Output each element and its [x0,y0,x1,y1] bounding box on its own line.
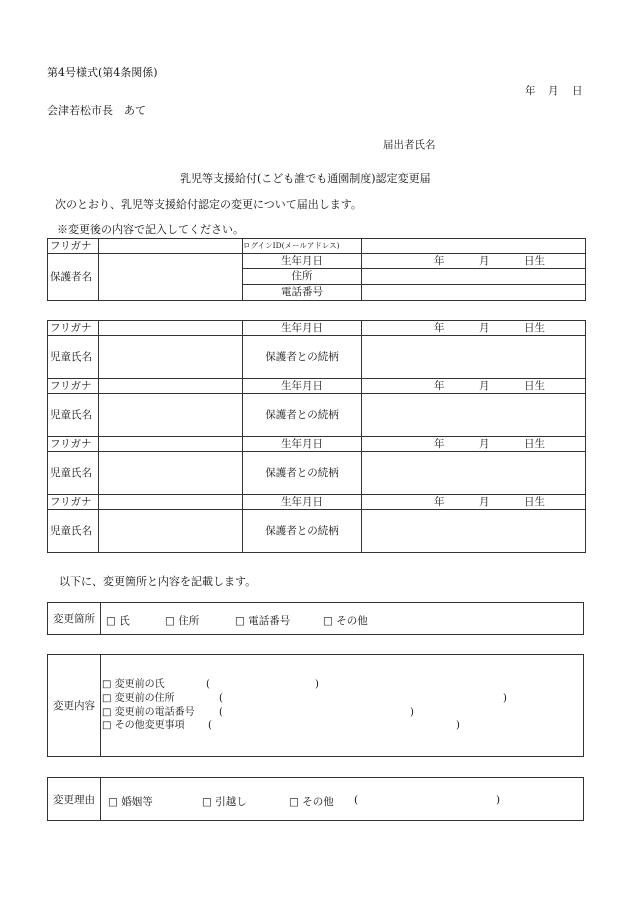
checkbox-surname[interactable]: □ 氏 [106,615,130,627]
child-relation-field[interactable] [362,510,586,553]
child-birthdate-label: 生年月日 [243,437,362,452]
children-table [47,320,586,553]
close-paren: ) [496,794,501,806]
guardian-phone-field[interactable] [362,285,586,301]
form-title: 乳児等支援給付(こども誰でも通園制度)認定変更届 [180,172,431,185]
content-item-address[interactable]: □ 変更前の住所 [102,693,175,704]
date-month-label: 月 [548,85,559,97]
login-id-label: ログインID(メールアドレス) [243,239,362,254]
child-name-field[interactable] [99,336,243,379]
child-birthdate-label: 生年月日 [243,379,362,394]
checkbox-moving[interactable]: □ 引越し [202,796,247,808]
child-birthdate-field[interactable] [362,495,586,510]
content-item-phone[interactable]: □ 変更前の電話番号 [102,707,195,718]
change-reason-box [47,777,584,821]
guardian-name-field[interactable] [99,254,243,301]
child-name-label: 児童氏名 [48,510,99,553]
checkbox-marriage[interactable]: □ 婚姻等 [108,796,153,808]
close-paren: ) [503,693,507,704]
form-number: 第4号様式(第4条関係) [47,66,158,79]
checkbox-other-reason[interactable]: □ その他 [289,796,334,808]
child-furigana-field[interactable] [99,321,243,336]
child-relation-label: 保護者との続柄 [243,336,362,379]
child-relation-field[interactable] [362,452,586,495]
date-day-label: 日 [572,85,583,97]
open-paren: ( [208,720,212,731]
child-furigana-field[interactable] [99,495,243,510]
login-id-field[interactable] [362,239,586,254]
day-born-label: 日生 [524,437,545,450]
day-born-label: 日生 [524,495,545,508]
change-location-box [47,602,584,635]
content-item-surname[interactable]: □ 変更前の氏 [102,679,165,690]
checkbox-other[interactable]: □ その他 [323,615,368,627]
child-birthdate-field[interactable] [362,437,586,452]
date-year-label: 年 [525,85,536,97]
child-name-field[interactable] [99,394,243,437]
guardian-birthdate-field[interactable] [362,254,586,269]
instruction-text: ※変更後の内容で記入してください。 [57,223,244,236]
guardian-address-label: 住所 [243,269,362,285]
guardian-phone-label: 電話番号 [243,285,362,301]
guardian-furigana-label: フリガナ [48,239,99,254]
year-label: 年 [434,437,445,450]
child-name-label: 児童氏名 [48,336,99,379]
open-paren: ( [219,707,223,718]
close-paren: ) [456,720,460,731]
child-furigana-label: フリガナ [48,321,99,336]
guardian-birthdate-label: 生年月日 [243,254,362,269]
guardian-address-field[interactable] [362,269,586,285]
child-name-label: 児童氏名 [48,394,99,437]
month-label: 月 [479,437,490,450]
change-location-label: 変更箇所 [48,603,101,634]
day-born-label: 日生 [524,379,545,392]
content-item-other[interactable]: □ その他変更事項 [102,720,185,731]
open-paren: ( [219,693,223,704]
child-relation-label: 保護者との続柄 [243,452,362,495]
child-name-field[interactable] [99,452,243,495]
year-label: 年 [434,321,445,334]
child-name-label: 児童氏名 [48,452,99,495]
guardian-name-label: 保護者名 [48,254,99,301]
checkbox-address[interactable]: □ 住所 [165,615,200,627]
change-intro-text: 以下に、変更箇所と内容を記載します。 [59,575,257,588]
year-label: 年 [434,495,445,508]
month-label: 月 [479,379,490,392]
child-relation-label: 保護者との続柄 [243,394,362,437]
month-label: 月 [479,495,490,508]
child-furigana-field[interactable] [99,437,243,452]
close-paren: ) [315,679,319,690]
child-furigana-field[interactable] [99,379,243,394]
guardian-furigana-field[interactable] [99,239,243,254]
child-relation-label: 保護者との続柄 [243,510,362,553]
day-born-label: 日生 [524,321,545,334]
child-birthdate-field[interactable] [362,379,586,394]
child-relation-field[interactable] [362,394,586,437]
child-birthdate-label: 生年月日 [243,495,362,510]
child-furigana-label: フリガナ [48,379,99,394]
guardian-table [47,238,586,301]
child-name-field[interactable] [99,510,243,553]
change-reason-label: 変更理由 [48,778,101,820]
child-furigana-label: フリガナ [48,495,99,510]
day-born-label: 日生 [524,254,545,267]
year-label: 年 [434,379,445,392]
intro-text: 次のとおり、乳児等支援給付認定の変更について届出します。 [55,198,362,211]
open-paren: ( [206,679,210,690]
addressee: 会津若松市長 あて [47,104,146,117]
month-label: 月 [479,321,490,334]
open-paren: ( [354,794,359,806]
child-birthdate-field[interactable] [362,321,586,336]
child-birthdate-label: 生年月日 [243,321,362,336]
close-paren: ) [410,707,414,718]
child-furigana-label: フリガナ [48,437,99,452]
change-content-label: 変更内容 [48,655,101,756]
month-label: 月 [479,254,490,267]
child-relation-field[interactable] [362,336,586,379]
checkbox-phone[interactable]: □ 電話番号 [235,615,291,627]
applicant-name-label: 届出者氏名 [383,139,436,151]
year-label: 年 [434,254,445,267]
change-content-box [47,654,584,757]
